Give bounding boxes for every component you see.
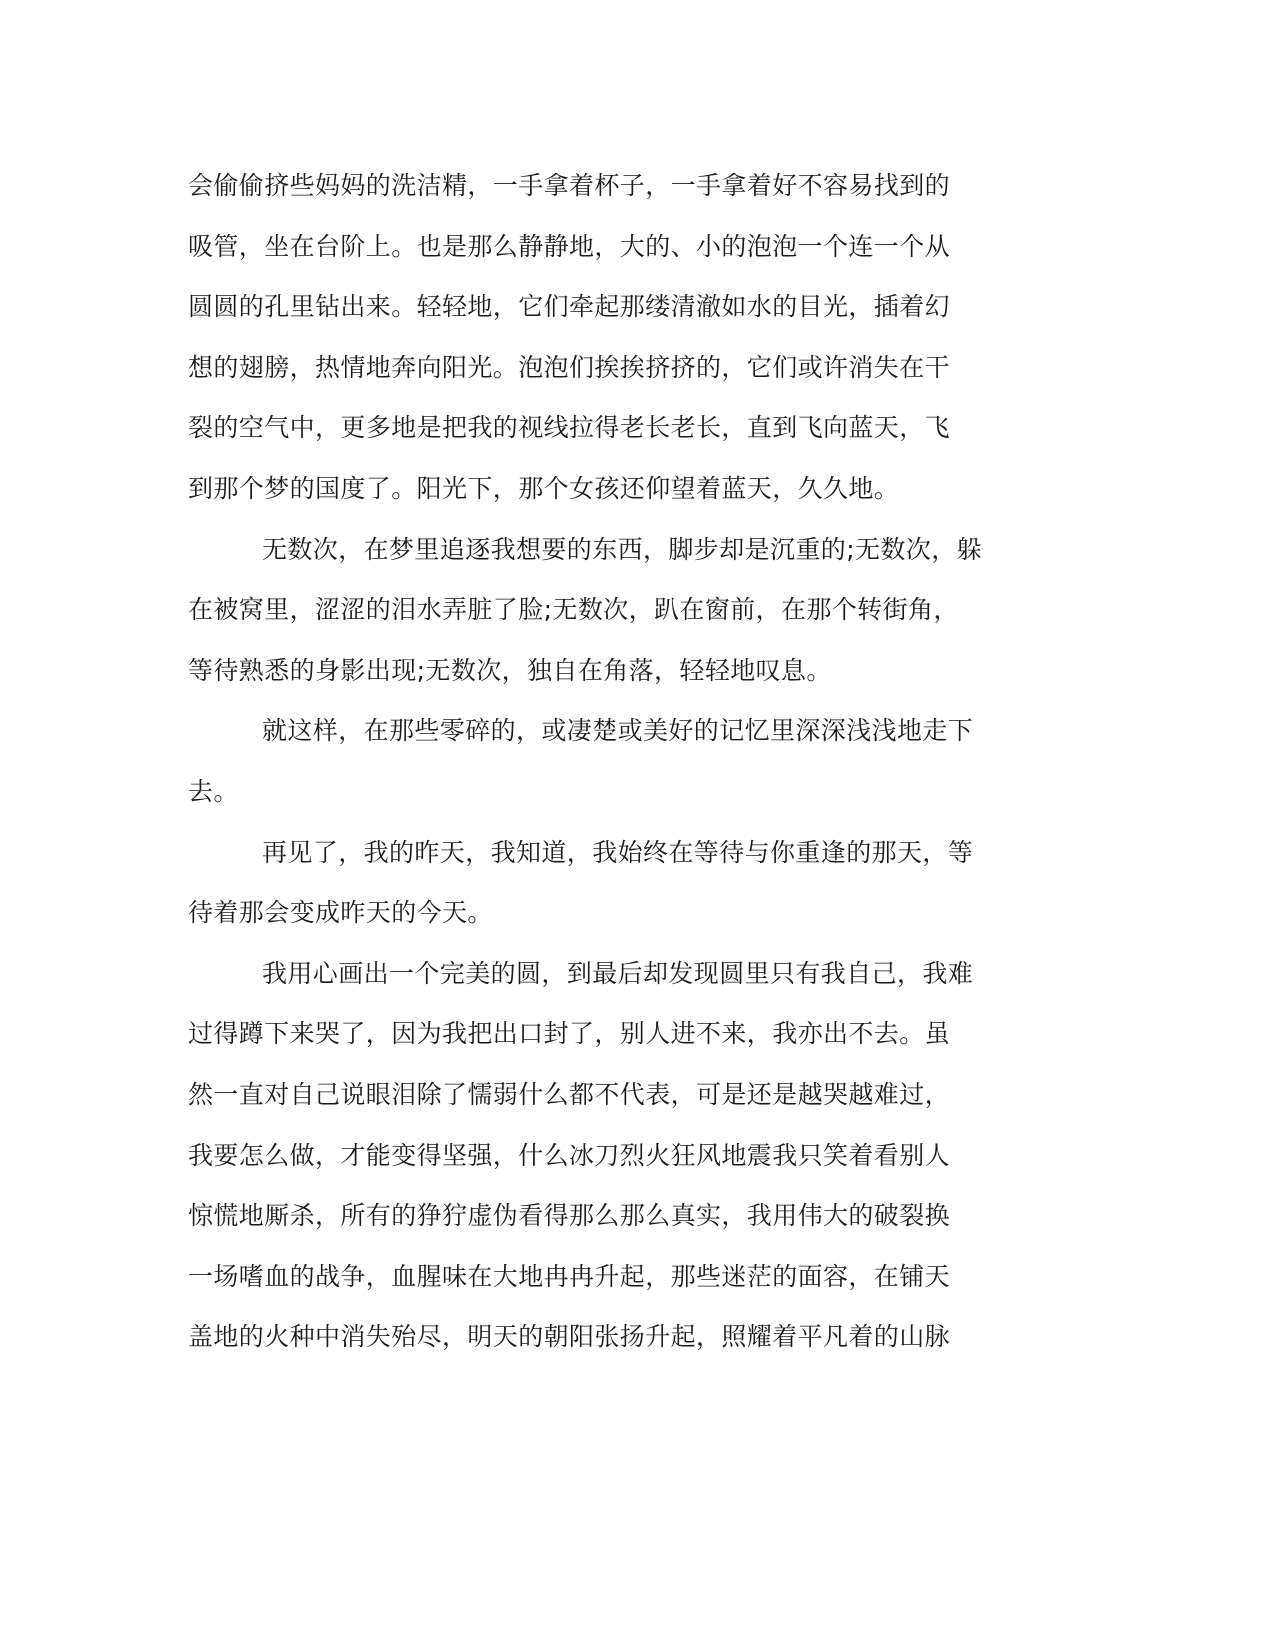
paragraph	[188, 944, 1088, 1368]
document-body	[188, 156, 1088, 1368]
paragraph	[188, 823, 1088, 944]
text-line: 吸管，坐在台阶上。也是那么静静地，大的、小的泡泡一个连一个从	[188, 231, 951, 261]
text-line: 去。	[188, 776, 239, 806]
text-line: 然一直对自己说眼泪除了懦弱什么都不代表，可是还是越哭越难过，	[188, 1079, 951, 1109]
text-line: 无数次，在梦里追逐我想要的东西，脚步却是沉重的;无数次，躲	[262, 534, 983, 564]
text-line: 圆圆的孔里钻出来。轻轻地，它们牵起那缕清澈如水的目光，插着幻	[188, 292, 951, 322]
paragraph	[188, 520, 1088, 702]
paragraph	[188, 156, 1088, 520]
text-line: 待着那会变成昨天的今天。	[188, 898, 493, 928]
text-line: 惊慌地厮杀，所有的狰狞虚伪看得那么那么真实，我用伟大的破裂换	[188, 1201, 951, 1231]
text-line: 我用心画出一个完美的圆，到最后却发现圆里只有我自己，我难	[262, 958, 974, 988]
text-line: 一场嗜血的战争，血腥味在大地冉冉升起，那些迷茫的面容，在铺天	[188, 1261, 951, 1291]
text-line: 盖地的火种中消失殆尽，明天的朝阳张扬升起，照耀着平凡着的山脉	[188, 1322, 951, 1352]
paragraph	[188, 701, 1088, 822]
text-line: 过得蹲下来哭了，因为我把出口封了，别人进不来，我亦出不去。虽	[188, 1019, 951, 1049]
text-line: 再见了，我的昨天，我知道，我始终在等待与你重逢的那天，等	[262, 837, 974, 867]
text-line: 就这样，在那些零碎的，或凄楚或美好的记忆里深深浅浅地走下	[262, 716, 974, 746]
text-line: 在被窝里，涩涩的泪水弄脏了脸;无数次，趴在窗前，在那个转街角，	[188, 595, 959, 625]
text-line: 想的翅膀，热情地奔向阳光。泡泡们挨挨挤挤的，它们或许消失在干	[188, 352, 951, 382]
text-line: 我要怎么做，才能变得坚强，什么冰刀烈火狂风地震我只笑着看别人	[188, 1140, 951, 1170]
text-line: 到那个梦的国度了。阳光下，那个女孩还仰望着蓝天，久久地。	[188, 473, 900, 503]
text-line: 裂的空气中，更多地是把我的视线拉得老长老长，直到飞向蓝天，飞	[188, 413, 951, 443]
text-line: 会偷偷挤些妈妈的洗洁精，一手拿着杯子，一手拿着好不容易找到的	[188, 171, 951, 200]
text-line: 等待熟悉的身影出现;无数次，独自在角落，轻轻地叹息。	[188, 655, 832, 685]
